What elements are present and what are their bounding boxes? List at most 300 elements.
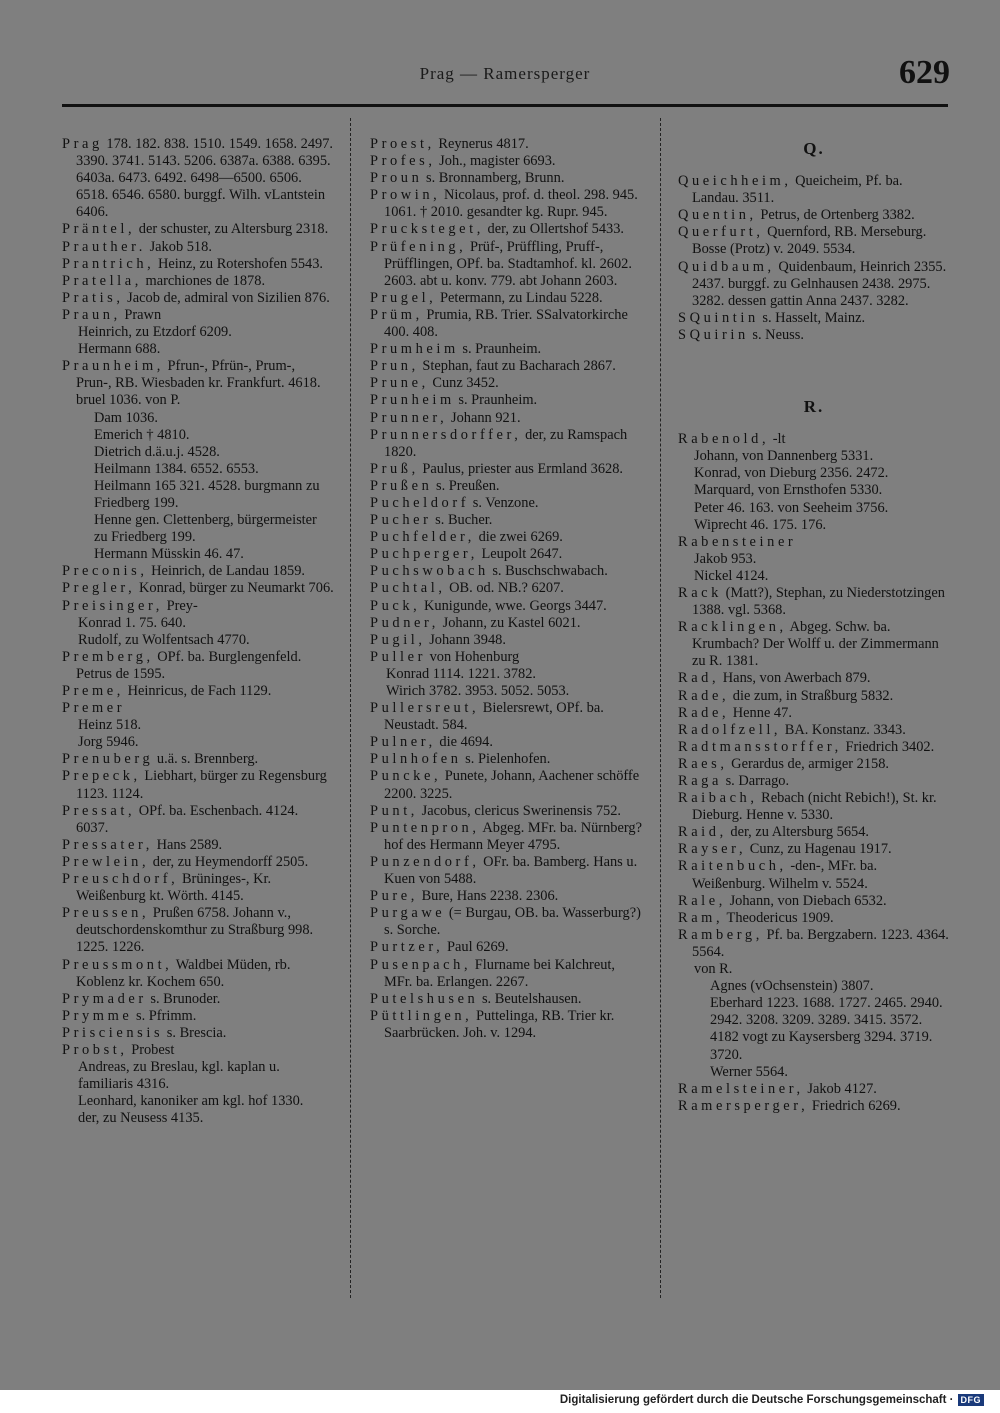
- entry-references: von Hohenburg: [425, 648, 520, 665]
- index-entry: [62, 700, 334, 717]
- index-entry: [370, 136, 642, 153]
- entry-references: (= Burgau, OB. ba. Wasserburg?) s. Sorche.: [384, 905, 641, 939]
- entry-headword: Putelshusen: [370, 990, 479, 1007]
- entry-references: Punete, Johann, Aachener schöffe 2200. 3225.: [384, 768, 640, 802]
- entry-references: s. Pfrimm.: [132, 1007, 197, 1024]
- index-entry: [678, 534, 950, 551]
- index-entry: [370, 392, 642, 409]
- entry-headword: Praunheim,: [62, 358, 164, 375]
- section-letter: R.: [803, 397, 825, 417]
- entry-references: (Matt?), Stephan, zu Niederstotzingen 1388. vgl. 5368.: [692, 584, 945, 619]
- index-entry: [370, 957, 642, 991]
- entry-references: Johann 921.: [447, 409, 521, 426]
- entry-headword: Prag: [62, 136, 103, 152]
- entry-references: Abgeg. MFr. ba. Nürnberg? hof des Hermann Meyer 4795.: [384, 819, 642, 853]
- index-entry: [370, 820, 642, 854]
- entry-references: OFr. ba. Bamberg. Hans u. Kuen von 5488.: [384, 853, 638, 888]
- entry-references: Probest: [127, 1041, 175, 1058]
- entry-headword: Prenuberg: [62, 751, 154, 768]
- index-column-3: [678, 136, 950, 1115]
- index-subentry: Konrad 1114. 1221. 3782.: [386, 665, 537, 682]
- index-entry: [370, 427, 642, 461]
- entry-headword: Preuschdorf,: [62, 871, 179, 888]
- entry-headword: Puchswobach: [370, 563, 489, 580]
- entry-references: Pf. ba. Bergzabern. 1223. 4364. 5564.: [692, 926, 949, 960]
- entry-headword: Puncke,: [370, 768, 442, 785]
- entry-headword: Pratella,: [62, 272, 142, 289]
- entry-references: s. Bronnamberg, Brunn.: [422, 170, 565, 187]
- index-entry: [678, 858, 950, 892]
- entry-headword: Prymader: [62, 990, 147, 1007]
- entry-headword: Pressater,: [62, 836, 153, 853]
- entry-headword: Premberg,: [62, 648, 154, 665]
- index-entry: [370, 649, 642, 666]
- entry-references: Petermann, zu Lindau 5228.: [436, 289, 603, 306]
- entry-headword: Preconis,: [62, 563, 148, 580]
- entry-headword: Preme,: [62, 683, 124, 699]
- entry-references: Waldbei Müden, rb. Koblenz kr. Kochem 650.: [76, 956, 291, 990]
- index-entry: [370, 991, 642, 1008]
- entry-headword: Pure,: [370, 888, 418, 905]
- entry-headword: Prunner,: [370, 409, 448, 426]
- entry-references: 178. 182. 838. 1510. 1549. 1658. 2497. 3390. 3741. 5143. 5206. 6387a. 6388. 6395. 6403a. 6473. 6492. 6498—6500. 6506. 6518. 6546. 6580. burggf. Wilh. vLantstein 6406.: [76, 136, 334, 221]
- entry-headword: Prowin,: [370, 187, 441, 204]
- entry-headword: Puchfelder,: [370, 529, 475, 546]
- index-subentry: Jakob 953.: [694, 550, 757, 567]
- index-entry: [370, 358, 642, 375]
- entry-references: s. Bucher.: [431, 512, 493, 529]
- entry-references: Friedrich 3402.: [841, 738, 935, 755]
- index-entry: [678, 841, 950, 858]
- index-entry: [678, 670, 950, 687]
- index-entry: [678, 1098, 950, 1115]
- entry-headword: Prußen: [370, 477, 433, 494]
- entry-references: Joh., magister 6693.: [435, 153, 556, 170]
- entry-references: -lt: [769, 431, 786, 448]
- index-subentry: Konrad 1. 75. 640.: [78, 614, 186, 631]
- index-entry: [370, 700, 642, 734]
- entry-headword: Prantrich,: [62, 255, 155, 272]
- entry-references: Bielersrewt, OPf. ba. Neustadt. 584.: [384, 700, 604, 734]
- index-column-2: [370, 136, 642, 1042]
- index-subentry: Marquard, von Ernsthofen 5330.: [694, 482, 883, 499]
- entry-headword: Rad,: [678, 670, 720, 687]
- index-subentry: Heinz 518.: [78, 717, 142, 734]
- entry-references: Queicheim, Pf. ba. Landau. 3511.: [692, 173, 903, 207]
- entry-headword: Prunheim: [370, 392, 455, 409]
- index-subsubentry: Henne gen. Clettenberg, bürgermeister zu Friedberg 199.: [94, 512, 317, 546]
- entry-headword: Pusenpach,: [370, 956, 472, 973]
- entry-headword: Rayser,: [678, 841, 747, 858]
- entry-references: Cunz, zu Hagenau 1917.: [746, 841, 892, 858]
- section-letter: Q.: [803, 139, 825, 158]
- index-entry: [62, 803, 334, 837]
- entry-references: s. Darrago.: [721, 773, 790, 789]
- entry-headword: Ram,: [678, 909, 724, 926]
- index-entry: [62, 239, 334, 256]
- index-entry: [678, 790, 950, 824]
- entry-headword: Prewlein,: [62, 853, 150, 870]
- entry-references: Heinz, zu Rotershofen 5543.: [154, 255, 324, 272]
- entry-headword: Prucksteget,: [370, 221, 484, 238]
- index-subsubentry: Dam 1036.: [94, 409, 158, 426]
- entry-references: Jakob 518.: [145, 238, 212, 255]
- entry-references: die zum, in Straßburg 5832.: [729, 687, 894, 704]
- index-entry: [370, 905, 642, 939]
- entry-headword: SQuirin: [678, 326, 749, 343]
- entry-headword: Probst,: [62, 1041, 128, 1058]
- entry-references: die 4694.: [435, 734, 493, 751]
- entry-references: Flurname bei Kalchreut, MFr. ba. Erlangen. 2267.: [384, 956, 616, 990]
- entry-headword: Rade,: [678, 704, 730, 721]
- index-entry: [370, 854, 642, 888]
- index-subentry: Wirich 3782. 3953. 5052. 5053.: [386, 683, 570, 699]
- index-entry: [62, 136, 334, 221]
- entry-headword: Pratis,: [62, 289, 124, 306]
- entry-references: u.ä. s. Brennberg.: [153, 751, 259, 768]
- entry-headword: Raid,: [678, 824, 727, 841]
- index-entry: [370, 341, 642, 358]
- entry-references: marchiones de 1878.: [141, 272, 266, 289]
- entry-references: Prumia, RB. Trier. SSalvatorkirche 400. 408.: [384, 306, 628, 341]
- entry-references: s. Praunheim.: [454, 392, 538, 409]
- entry-headword: Preussen,: [62, 905, 150, 922]
- index-subsubentry: Agnes (vOchsenstein) 3807.: [710, 978, 874, 995]
- entry-references: Reynerus 4817.: [434, 136, 529, 152]
- index-entry: [678, 927, 950, 961]
- index-entry: [678, 756, 950, 773]
- entry-headword: Purgawe: [370, 905, 446, 922]
- index-entry: [62, 957, 334, 991]
- entry-headword: Prüm,: [370, 306, 423, 323]
- entry-headword: Pulnhofen: [370, 751, 462, 768]
- entry-headword: Rack: [678, 584, 722, 601]
- entry-headword: Preisinger,: [62, 597, 163, 614]
- index-entry: [370, 461, 642, 478]
- index-entry: [678, 722, 950, 739]
- entry-references: Quidenbaum, Heinrich 2355. 2437. burggf. zu Gelnhausen 2438. 2975. 3282. dessen gattin Anna 2437. 3282.: [692, 258, 947, 309]
- entry-references: Abgeg. Schw. ba. Krumbach? Der Wolff u. der Zimmermann zu R. 1381.: [692, 619, 939, 670]
- entry-headword: Pudner,: [370, 614, 439, 631]
- index-entry: [62, 273, 334, 290]
- index-entry: [370, 410, 642, 427]
- index-entry: [62, 290, 334, 307]
- entry-headword: Puller: [370, 648, 426, 665]
- entry-references: Johann 3948.: [425, 631, 506, 648]
- entry-headword: Punt,: [370, 802, 418, 819]
- entry-references: s. Buschschwabach.: [488, 563, 608, 580]
- index-entry: [62, 307, 334, 324]
- index-subentry: Heinrich, zu Etzdorf 6209.: [78, 324, 232, 341]
- entry-references: Liebhart, bürger zu Regensburg 1123. 1124.: [76, 768, 327, 802]
- index-entry: [678, 585, 950, 619]
- index-entry: [370, 632, 642, 649]
- index-entry: [678, 910, 950, 927]
- header-rule: [62, 104, 948, 107]
- entry-references: Paul 6269.: [443, 939, 509, 956]
- entry-headword: Pullersreut,: [370, 700, 480, 717]
- index-column-1: [62, 136, 334, 1127]
- entry-headword: Profes,: [370, 153, 436, 170]
- index-entry: [678, 173, 950, 207]
- entry-headword: Ramelsteiner,: [678, 1080, 804, 1097]
- index-entry: [62, 358, 334, 409]
- entry-headword: Präntel,: [62, 221, 136, 238]
- entry-references: Rebach (nicht Rebich!), St. kr. Dieburg. Henne v. 5330.: [692, 790, 937, 824]
- page-number: 629: [899, 54, 950, 91]
- entry-references: Prüf-, Prüffling, Pruff-, Prüfflingen, OPf. ba. Stadtamhof. kl. 2602. 2603. abt u. konv. 779. abt Johann 2603.: [384, 238, 632, 289]
- entry-references: OPf. ba. Burglengenfeld. Petrus de 1595.: [76, 648, 302, 682]
- index-entry: [62, 991, 334, 1008]
- entry-headword: Queichheim,: [678, 173, 792, 190]
- index-entry: [370, 768, 642, 802]
- entry-headword: Raga: [678, 773, 722, 789]
- entry-references: Stephan, faut zu Bacharach 2867.: [418, 358, 616, 375]
- column-divider: [350, 118, 351, 1298]
- entry-references: Quernford, RB. Merseburg. Bosse (Protz) v. 2049. 5534.: [692, 224, 927, 258]
- index-subentry: Johann, von Dannenberg 5331.: [694, 448, 874, 465]
- entry-headword: SQuintin: [678, 309, 759, 326]
- index-entry: [62, 221, 334, 238]
- index-entry: [678, 1081, 950, 1098]
- index-entry: [62, 1042, 334, 1059]
- entry-references: der, zu Heymendorff 2505.: [149, 853, 309, 870]
- index-entry: [678, 705, 950, 722]
- entry-headword: Pugil,: [370, 631, 426, 648]
- dfg-logo: DFG: [958, 1394, 985, 1406]
- index-entry: [370, 580, 642, 597]
- entry-headword: Prauther.: [62, 238, 146, 255]
- entry-references: Johann, zu Kastel 6021.: [439, 614, 581, 631]
- entry-headword: Racklingen,: [678, 619, 787, 636]
- index-subentry: Hermann 688.: [78, 341, 161, 358]
- index-subsubentry: Emerich † 4810.: [94, 426, 190, 443]
- entry-references: die zwei 6269.: [474, 529, 563, 546]
- entry-headword: Raes,: [678, 755, 728, 772]
- index-entry: [62, 854, 334, 871]
- entry-references: Heinricus, de Fach 1129.: [123, 683, 272, 699]
- index-entry: [370, 495, 642, 512]
- entry-headword: Purtzer,: [370, 939, 444, 956]
- entry-references: der, zu Altersburg 5654.: [726, 824, 870, 841]
- entry-headword: Prune,: [370, 375, 429, 392]
- entry-references: Henne 47.: [729, 704, 792, 721]
- index-subsubentry: Heilmann 165 321. 4528. burgmann zu Friedberg 199.: [94, 477, 320, 511]
- index-entry: [370, 153, 642, 170]
- entry-references: der, zu Ramspach 1820.: [384, 426, 628, 460]
- entry-references: Theodericus 1909.: [723, 909, 834, 926]
- entry-references: Puttelinga, RB. Trier kr. Saarbrücken. Joh. v. 1294.: [384, 1007, 615, 1041]
- entry-headword: Quidbaum,: [678, 258, 775, 275]
- index-entry: [62, 905, 334, 956]
- index-entry: [370, 170, 642, 187]
- index-entry: [370, 563, 642, 580]
- entry-headword: Radtmansstorffer,: [678, 738, 842, 755]
- index-subsubentry: Eberhard 1223. 1688. 1727. 2465. 2940. 2942. 3208. 3209. 3289. 3415. 3572. 4182 vogt zu Kaysersberg 3294. 3719. 3720.: [710, 995, 943, 1063]
- index-entry: [370, 512, 642, 529]
- index-entry: [678, 824, 950, 841]
- index-entry: [678, 773, 950, 790]
- index-entry: [370, 546, 642, 563]
- entry-headword: Pressat,: [62, 802, 136, 819]
- index-subsubentry: Werner 5564.: [710, 1063, 788, 1080]
- entry-headword: Prüfening,: [370, 238, 467, 255]
- index-entry: [62, 256, 334, 273]
- entry-references: Bure, Hans 2238. 2306.: [417, 888, 559, 905]
- index-entry: [370, 307, 642, 341]
- index-entry: [678, 310, 950, 327]
- index-subentry: der, zu Neusess 4135.: [78, 1110, 204, 1127]
- entry-references: Friedrich 6269.: [808, 1097, 901, 1114]
- column-divider: [660, 118, 661, 1298]
- index-entry: [62, 1008, 334, 1025]
- index-entry: [370, 615, 642, 632]
- index-entry: [62, 871, 334, 905]
- index-entry: [678, 688, 950, 705]
- index-entry: [62, 683, 334, 700]
- index-entry: [62, 837, 334, 854]
- entry-headword: Preussmont,: [62, 956, 173, 973]
- index-entry: [62, 649, 334, 683]
- index-entry: [370, 888, 642, 905]
- index-entry: [370, 1008, 642, 1042]
- index-entry: [370, 187, 642, 221]
- entry-headword: Prugel,: [370, 289, 437, 306]
- entry-headword: Prisciensis: [62, 1024, 164, 1041]
- entry-references: Johann, von Diebach 6532.: [725, 892, 887, 909]
- entry-references: Prawn: [120, 306, 162, 323]
- entry-headword: Pruß,: [370, 460, 419, 477]
- entry-headword: Praun,: [62, 306, 121, 323]
- entry-references: der, zu Ollertshof 5433.: [483, 221, 625, 238]
- footer-text: Digitalisierung gefördert durch die Deutsche Forschungsgemeinschaft ·: [559, 1394, 954, 1406]
- entry-headword: Quentin,: [678, 207, 757, 224]
- index-entry: [678, 431, 950, 448]
- entry-headword: Puck,: [370, 597, 421, 614]
- entry-references: OB. od. NB.? 6207.: [445, 580, 564, 597]
- entry-headword: Prunnersdorffer,: [370, 426, 522, 443]
- entry-references: Pfrun-, Pfrün-, Prum-, Prun-, RB. Wiesbaden kr. Frankfurt. 4618. bruel 1036. von P.: [76, 358, 321, 409]
- index-subentry: Rudolf, zu Wolfentsach 4770.: [78, 631, 250, 648]
- index-subentry: Peter 46. 163. von Seeheim 3756.: [694, 499, 889, 516]
- entry-headword: Pulner,: [370, 734, 436, 751]
- entry-references: Prußen 6758. Johann v., deutschordenskomthur zu Straßburg 998. 1225. 1226.: [76, 905, 314, 956]
- index-entry: [370, 751, 642, 768]
- entry-references: s. Brescia.: [163, 1024, 227, 1041]
- entry-references: Kunigunde, wwe. Georgs 3447.: [420, 597, 607, 614]
- entry-headword: Proest,: [370, 136, 435, 152]
- entry-references: BA. Konstanz. 3343.: [781, 721, 906, 738]
- index-entry: [678, 327, 950, 344]
- index-entry: [370, 803, 642, 820]
- index-entry: [370, 239, 642, 290]
- footer-credit: [560, 1394, 984, 1406]
- entry-headword: Pucher: [370, 512, 432, 529]
- entry-headword: Premer: [62, 700, 126, 717]
- entry-headword: Puchtal,: [370, 580, 446, 597]
- index-entry: [370, 598, 642, 615]
- index-entry: [370, 939, 642, 956]
- entry-headword: Prepeck,: [62, 768, 141, 785]
- index-subentry: Konrad, von Dieburg 2356. 2472.: [694, 465, 889, 482]
- index-entry: [370, 529, 642, 546]
- index-entry: [62, 598, 334, 615]
- entry-references: Hans 2589.: [152, 836, 223, 853]
- entry-headword: Punzendorf,: [370, 853, 480, 870]
- entry-headword: Püttlingen,: [370, 1007, 473, 1024]
- index-entry: [62, 563, 334, 580]
- entry-references: s. Venzone.: [469, 494, 539, 511]
- index-entry: [678, 619, 950, 670]
- entry-references: s. Neuss.: [748, 326, 804, 343]
- index-entry: [678, 224, 950, 258]
- index-entry: [370, 734, 642, 751]
- entry-references: s. Beutelshausen.: [478, 990, 582, 1007]
- entry-references: Hans, von Awerbach 879.: [719, 670, 871, 687]
- section-gap: [678, 344, 950, 394]
- index-subentry: Andreas, zu Breslau, kgl. kaplan u. familiaris 4316.: [78, 1059, 280, 1093]
- index-subentry: Leonhard, kanoniker am kgl. hof 1330.: [78, 1093, 304, 1110]
- entry-headword: Prymme: [62, 1007, 133, 1024]
- entry-references: Prey-: [162, 597, 198, 614]
- entry-references: der schuster, zu Altersburg 2318.: [135, 221, 329, 238]
- entry-headword: Prun,: [370, 358, 419, 375]
- index-subsubentry: Heilmann 1384. 6552. 6553.: [94, 460, 259, 477]
- entry-headword: Raitenbuch,: [678, 858, 787, 875]
- running-head: Prag — Ramersperger: [419, 64, 591, 83]
- entry-headword: Puntenpron,: [370, 819, 480, 836]
- entry-headword: Ramersperger,: [678, 1097, 809, 1114]
- page-header: [60, 54, 950, 94]
- entry-headword: Rabensteiner: [678, 533, 797, 550]
- entry-headword: Puchperger,: [370, 546, 478, 563]
- entry-headword: Proun: [370, 170, 423, 187]
- entry-headword: Pucheldorf: [370, 494, 470, 511]
- index-subsubentry: Dietrich d.ä.u.j. 4528.: [94, 443, 220, 460]
- entry-references: s. Brunoder.: [146, 990, 221, 1007]
- entry-references: Gerardus de, armiger 2158.: [727, 755, 890, 772]
- index-entry: [678, 207, 950, 224]
- entry-headword: Raibach,: [678, 790, 758, 807]
- index-subentry: Jorg 5946.: [78, 734, 139, 751]
- entry-references: Konrad, bürger zu Neumarkt 706.: [135, 580, 334, 597]
- entry-headword: Rade,: [678, 687, 730, 704]
- entry-references: OPf. ba. Eschenbach. 4124. 6037.: [76, 802, 299, 836]
- entry-references: Brüninges-, Kr. Weißenburg kt. Wörth. 4145.: [76, 871, 272, 905]
- index-entry: [370, 290, 642, 307]
- entry-references: Jacobus, clericus Swerinensis 752.: [418, 802, 622, 819]
- entry-references: Nicolaus, prof. d. theol. 298. 945. 1061. † 2010. gesandter kg. Rupr. 945.: [384, 187, 638, 221]
- index-subentry: von R.: [694, 961, 733, 978]
- entry-headword: Ramberg,: [678, 926, 763, 943]
- entry-references: s. Hasselt, Mainz.: [758, 309, 866, 326]
- entry-headword: Prumheim: [370, 341, 459, 358]
- index-subentry: Wiprecht 46. 175. 176.: [694, 516, 827, 533]
- entry-references: Heinrich, de Landau 1859.: [147, 563, 306, 580]
- index-entry: [62, 1025, 334, 1042]
- index-entry: [678, 739, 950, 756]
- entry-references: Jakob 4127.: [803, 1080, 877, 1097]
- entry-references: Petrus, de Ortenberg 3382.: [756, 207, 915, 224]
- index-entry: [370, 221, 642, 238]
- entry-headword: Rabenold,: [678, 431, 770, 448]
- entry-references: Leupolt 2647.: [477, 546, 563, 563]
- index-entry: [62, 580, 334, 597]
- entry-headword: Pregler,: [62, 580, 136, 597]
- entry-references: s. Praunheim.: [458, 341, 542, 358]
- index-entry: [62, 768, 334, 802]
- index-subentry: Nickel 4124.: [694, 567, 769, 584]
